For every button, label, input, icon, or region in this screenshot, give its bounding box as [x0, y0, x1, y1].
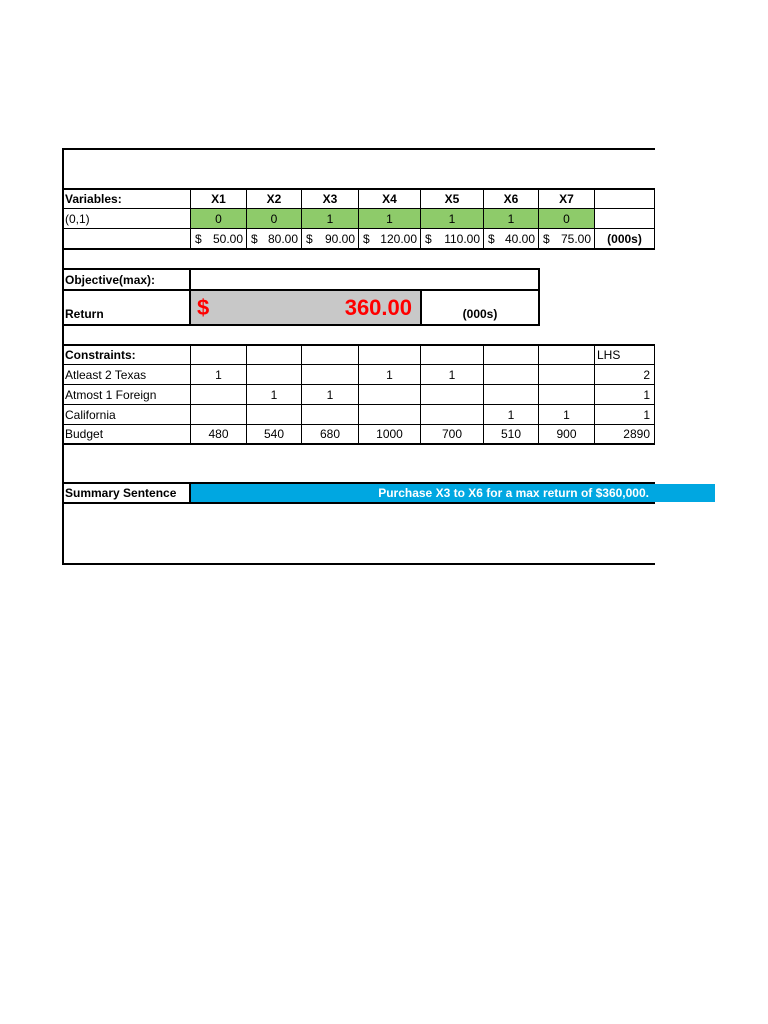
- constraint-cell[interactable]: 1000: [376, 427, 403, 441]
- objective-bottom-border: [62, 324, 540, 326]
- constraint-cell[interactable]: [359, 405, 420, 424]
- constraint-cell[interactable]: [191, 385, 246, 404]
- var-name-x3: X3: [322, 191, 338, 206]
- constraint-cell[interactable]: 680: [319, 427, 341, 441]
- objective-value-cell[interactable]: [191, 291, 420, 324]
- constraint-name: Atleast 2 Texas: [65, 367, 147, 382]
- binary-value-x2[interactable]: 0: [247, 209, 301, 228]
- binary-value-x3[interactable]: 1: [302, 209, 358, 228]
- constraint-cell[interactable]: [247, 405, 301, 424]
- lhs-label: LHS: [597, 347, 621, 362]
- return-x2[interactable]: $ 80.00: [251, 231, 298, 246]
- binary-value-x6[interactable]: 1: [484, 209, 538, 228]
- returns-unit: (000s): [607, 231, 642, 246]
- frame-bottom-border: [62, 563, 655, 565]
- var-name-x6: X6: [503, 191, 519, 206]
- var-name-x2: X2: [266, 191, 282, 206]
- binary-value-x1[interactable]: 0: [191, 209, 246, 228]
- constraints-label: Constraints:: [65, 347, 136, 362]
- constraint-lhs[interactable]: 1: [643, 387, 650, 402]
- constraint-lhs[interactable]: 2: [643, 367, 650, 382]
- summary-label: Summary Sentence: [65, 486, 177, 500]
- variables-label: Variables:: [65, 191, 122, 206]
- constraint-cell[interactable]: [484, 385, 538, 404]
- constraint-name: California: [65, 407, 116, 422]
- binary-label: (0,1): [65, 211, 90, 226]
- binary-value-x5[interactable]: 1: [421, 209, 483, 228]
- constraint-cell[interactable]: 510: [500, 427, 522, 441]
- constraint-cell[interactable]: [484, 365, 538, 384]
- constraint-cell[interactable]: [359, 385, 420, 404]
- constraint-cell[interactable]: [421, 385, 483, 404]
- var-name-x4: X4: [382, 191, 397, 206]
- objective-currency: $: [197, 295, 210, 320]
- constraint-cell[interactable]: 1: [563, 407, 570, 422]
- constraint-cell[interactable]: 700: [441, 427, 463, 441]
- frame-top-border: [62, 148, 655, 150]
- summary-sentence[interactable]: Purchase X3 to X6 for a max return of $360,000.: [191, 484, 715, 502]
- var-name-x1: X1: [211, 191, 226, 206]
- return-x7[interactable]: $ 75.00: [543, 231, 591, 246]
- return-x3[interactable]: $ 90.00: [306, 231, 355, 246]
- return-x1[interactable]: $ 50.00: [195, 231, 243, 246]
- objective-label: Objective(max):: [65, 272, 156, 287]
- summary-bottom-border: [62, 502, 655, 504]
- return-x4[interactable]: $ 120.00: [363, 231, 417, 246]
- constraint-cell[interactable]: [539, 365, 594, 384]
- constraint-cell[interactable]: 1: [215, 367, 222, 382]
- return-label: Return: [65, 307, 104, 321]
- constraint-cell[interactable]: 1: [386, 367, 393, 382]
- constraint-name: Atmost 1 Foreign: [65, 387, 157, 402]
- constraint-cell[interactable]: 900: [556, 427, 577, 441]
- constraint-cell[interactable]: 1: [448, 367, 456, 382]
- objective-value: 360.00: [344, 295, 412, 320]
- constraint-name: Budget: [65, 427, 104, 441]
- constraint-cell[interactable]: [191, 405, 246, 424]
- return-x5[interactable]: $ 110.00: [425, 231, 480, 246]
- constraint-cell[interactable]: 540: [263, 427, 285, 441]
- constraint-cell[interactable]: 1: [270, 387, 278, 402]
- constraint-lhs[interactable]: 1: [643, 407, 650, 422]
- binary-value-x7[interactable]: 0: [539, 209, 594, 228]
- var-name-x7: X7: [559, 191, 574, 206]
- constraint-cell[interactable]: [302, 405, 358, 424]
- return-x6[interactable]: $ 40.00: [488, 231, 535, 246]
- binary-value-x4[interactable]: 1: [359, 209, 420, 228]
- constraint-cell[interactable]: [539, 385, 594, 404]
- constraint-cell[interactable]: 1: [507, 407, 515, 422]
- constraint-cell[interactable]: [421, 405, 483, 424]
- constraint-cell[interactable]: [247, 365, 301, 384]
- var-name-x5: X5: [444, 191, 460, 206]
- constraint-lhs[interactable]: 2890: [623, 427, 650, 441]
- constraint-cell[interactable]: 1: [326, 387, 334, 402]
- objective-unit: (000s): [462, 307, 498, 321]
- constraint-cell[interactable]: 480: [208, 427, 229, 441]
- constraint-cell[interactable]: [302, 365, 358, 384]
